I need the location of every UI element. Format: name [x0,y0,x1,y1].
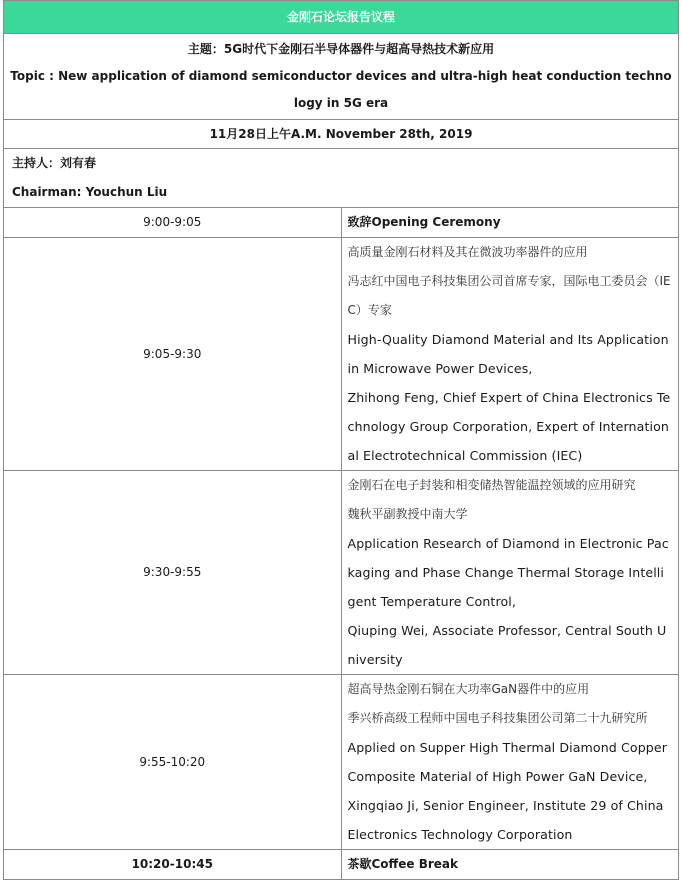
session-cn-speaker: 季兴桥高级工程师中国电子科技集团公司第二十九研究所 [347,711,648,725]
session-row [4,208,679,238]
agenda-header-row [4,1,679,34]
session-title: 致辞Opening Ceremony [341,208,679,238]
session-en-title: Application Research of Diamond in Electronic Packaging and Phase Change Thermal Storage Intelligent Temperature Control, [347,536,669,609]
session-cn-title: 超高导热金刚石铜在大功率GaN器件中的应用 [347,682,590,696]
session-time: 9:55-10:20 [4,675,342,850]
session-en-title: High-Quality Diamond Material and Its Application in Microwave Power Devices, [347,332,669,376]
session-en-speaker: Zhihong Feng, Chief Expert of China Electronics Technology Group Corporation, Expert of International Electrotechnical Commission (IEC) [347,390,671,463]
chair-cn: 主持人：刘有春 [12,156,97,170]
topic-cn: 主题：5G时代下金刚石半导体器件与超高导热技术新应用 [187,42,495,56]
session-detail [341,471,679,675]
agenda-frame [3,0,679,871]
session-row [4,675,679,850]
session-cn-speaker: 冯志红中国电子科技集团公司首席专家，国际电工委员会（IEC）专家 [347,274,671,317]
session-row [4,471,679,675]
session-row [4,850,679,880]
agenda-table [3,0,679,880]
chair-row [4,149,679,208]
session-en-speaker: Qiuping Wei, Associate Professor, Central South University [347,623,667,667]
session-cn-speaker: 魏秋平副教授中南大学 [347,507,468,521]
topic-cell [4,34,679,120]
session-cn-title: 金刚石在电子封装和相变储热智能温控领域的应用研究 [347,478,636,492]
session-en-speaker: Xingqiao Ji, Senior Engineer, Institute 29 of China Electronics Technology Corporation [347,798,664,842]
session-row [4,238,679,471]
date-row [4,120,679,149]
session-time: 9:30-9:55 [4,471,342,675]
session-detail [341,238,679,471]
session-time: 9:05-9:30 [4,238,342,471]
session-date: 11月28日上午A.M. November 28th, 2019 [4,120,679,149]
session-time: 9:00-9:05 [4,208,342,238]
session-title: 茶歇Coffee Break [341,850,679,880]
session-detail [341,675,679,850]
topic-en: Topic : New application of diamond semiconductor devices and ultra-high heat conduction technology in 5G era [10,69,672,110]
topic-row [4,34,679,120]
chair-cell [4,149,679,208]
agenda-title: 金刚石论坛报告议程 [4,1,679,34]
chair-en: Chairman: Youchun Liu [12,185,168,199]
session-cn-title: 高质量金刚石材料及其在微波功率器件的应用 [347,245,588,259]
session-en-title: Applied on Supper High Thermal Diamond Copper Composite Material of High Power GaN Device, [347,740,668,784]
session-time: 10:20-10:45 [4,850,342,880]
